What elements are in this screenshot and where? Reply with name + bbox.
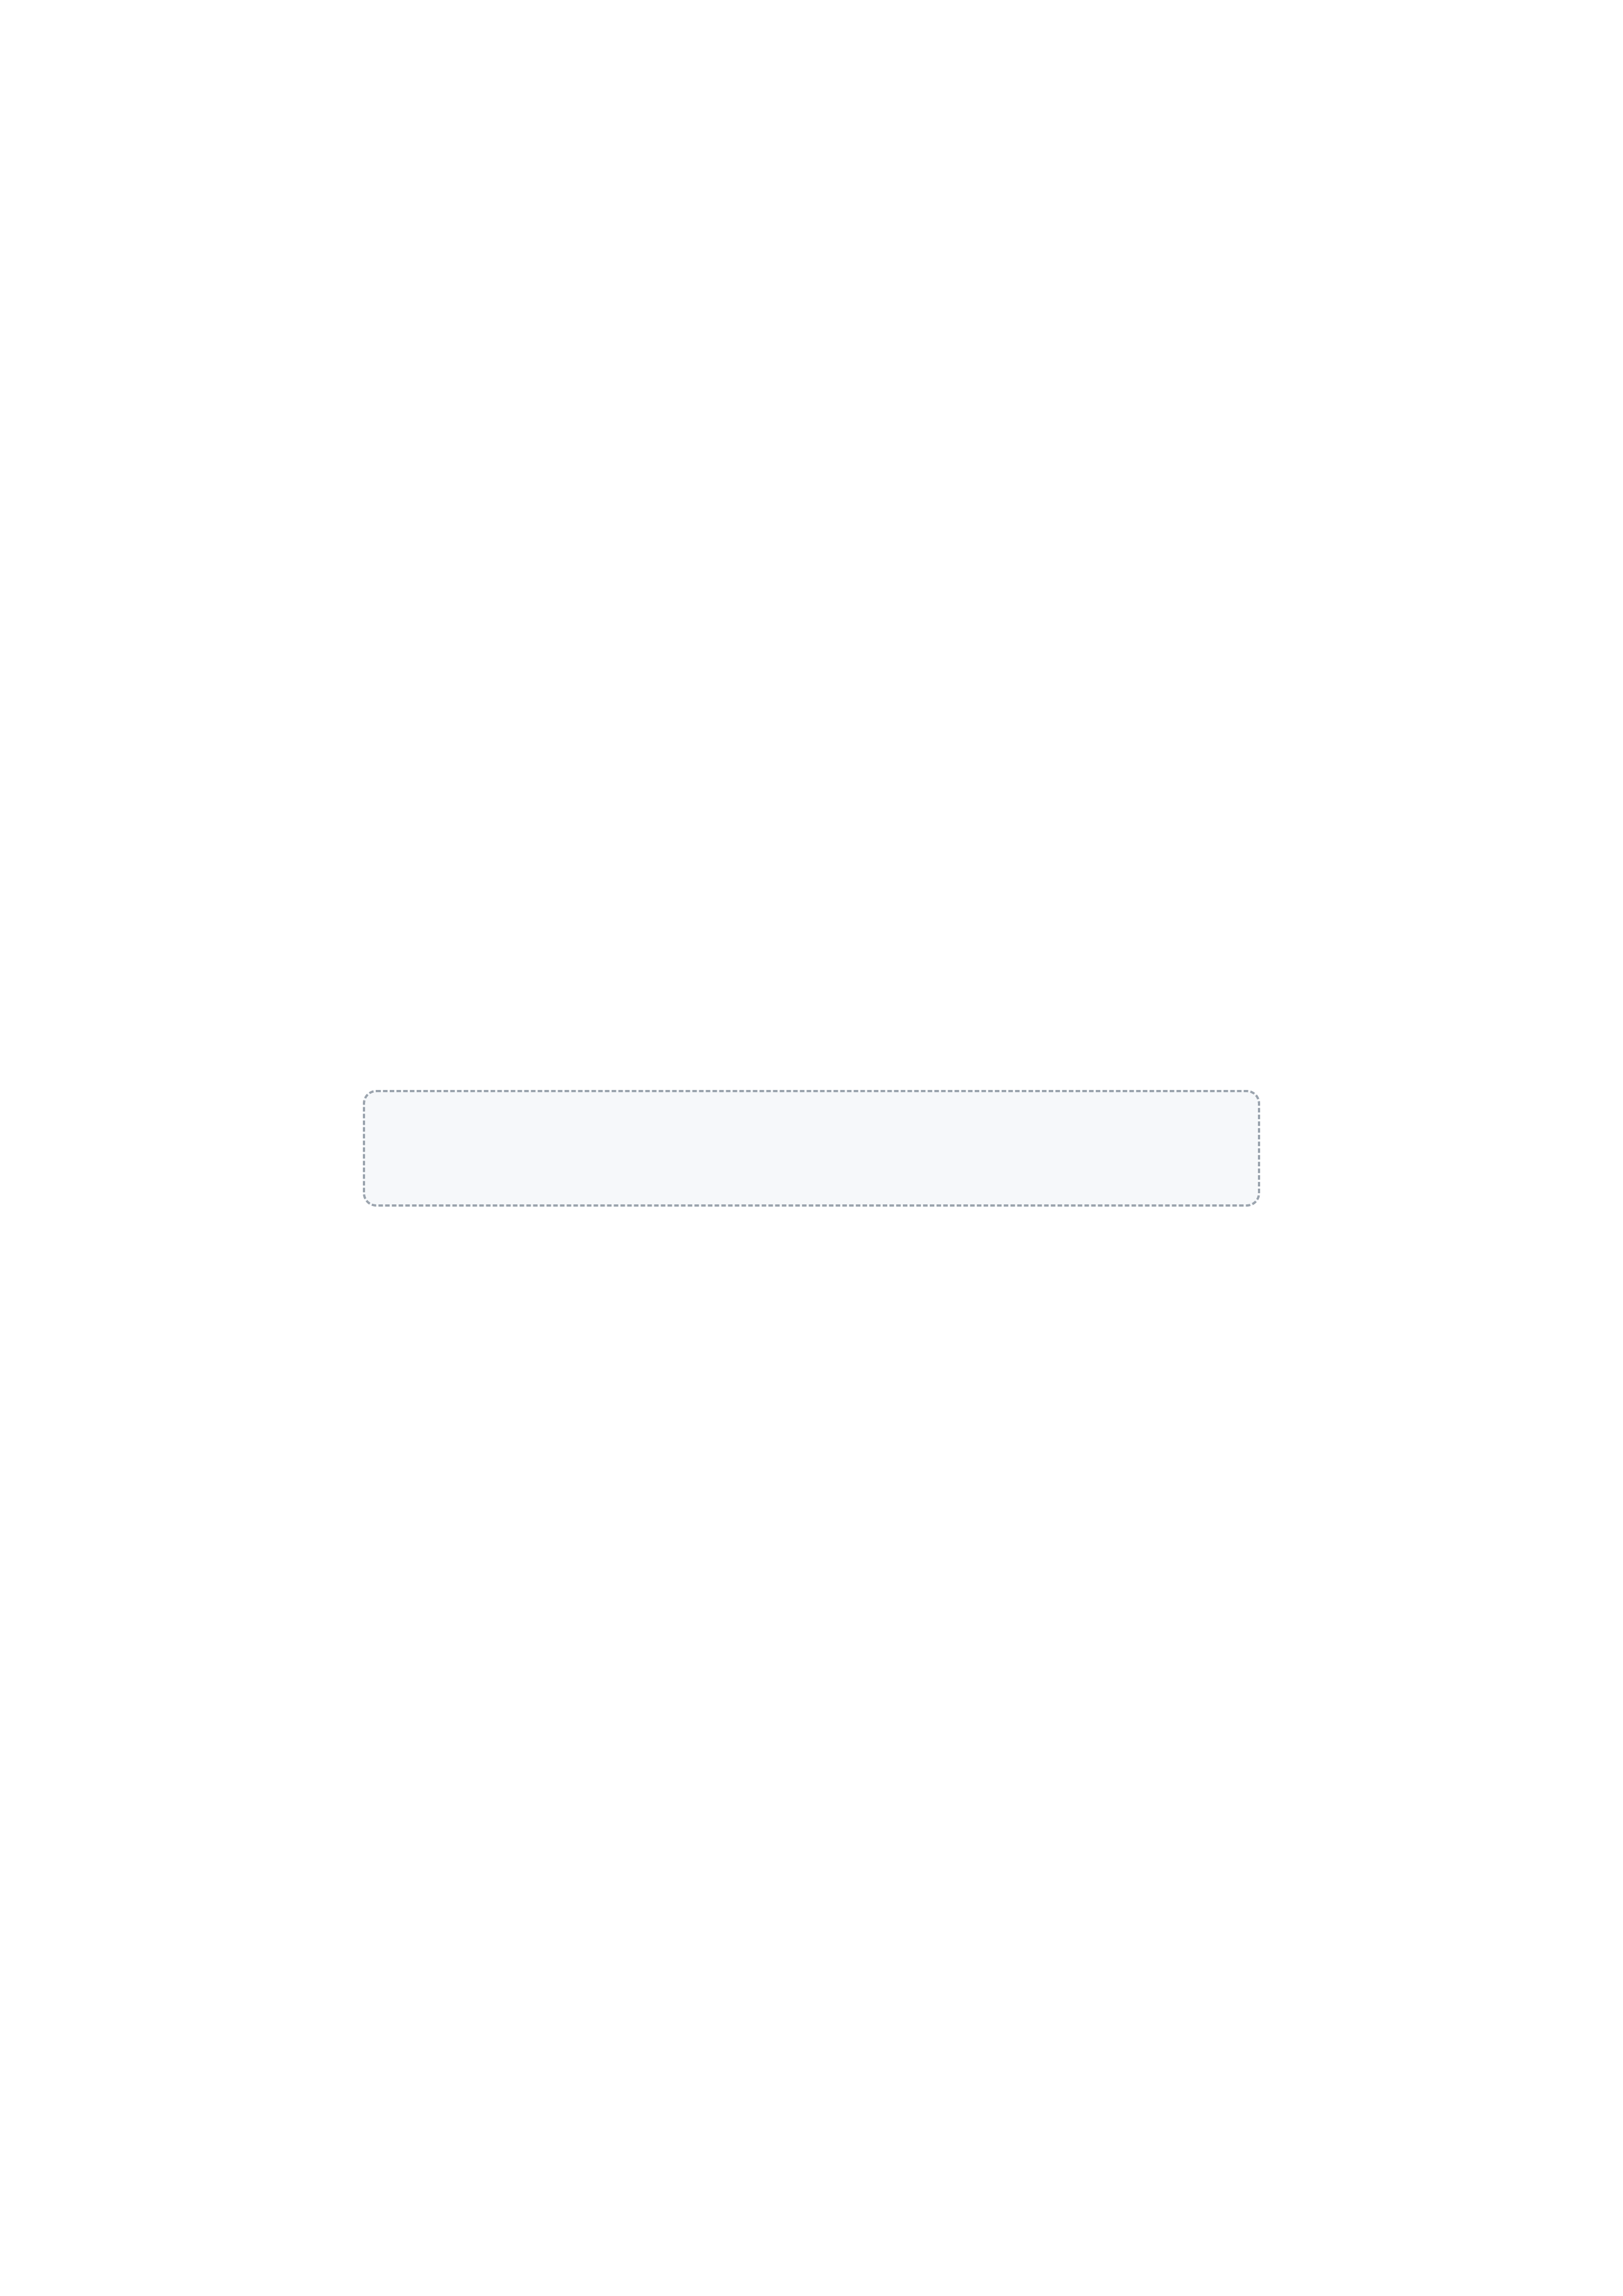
missing-image-notice bbox=[363, 1090, 1260, 1207]
